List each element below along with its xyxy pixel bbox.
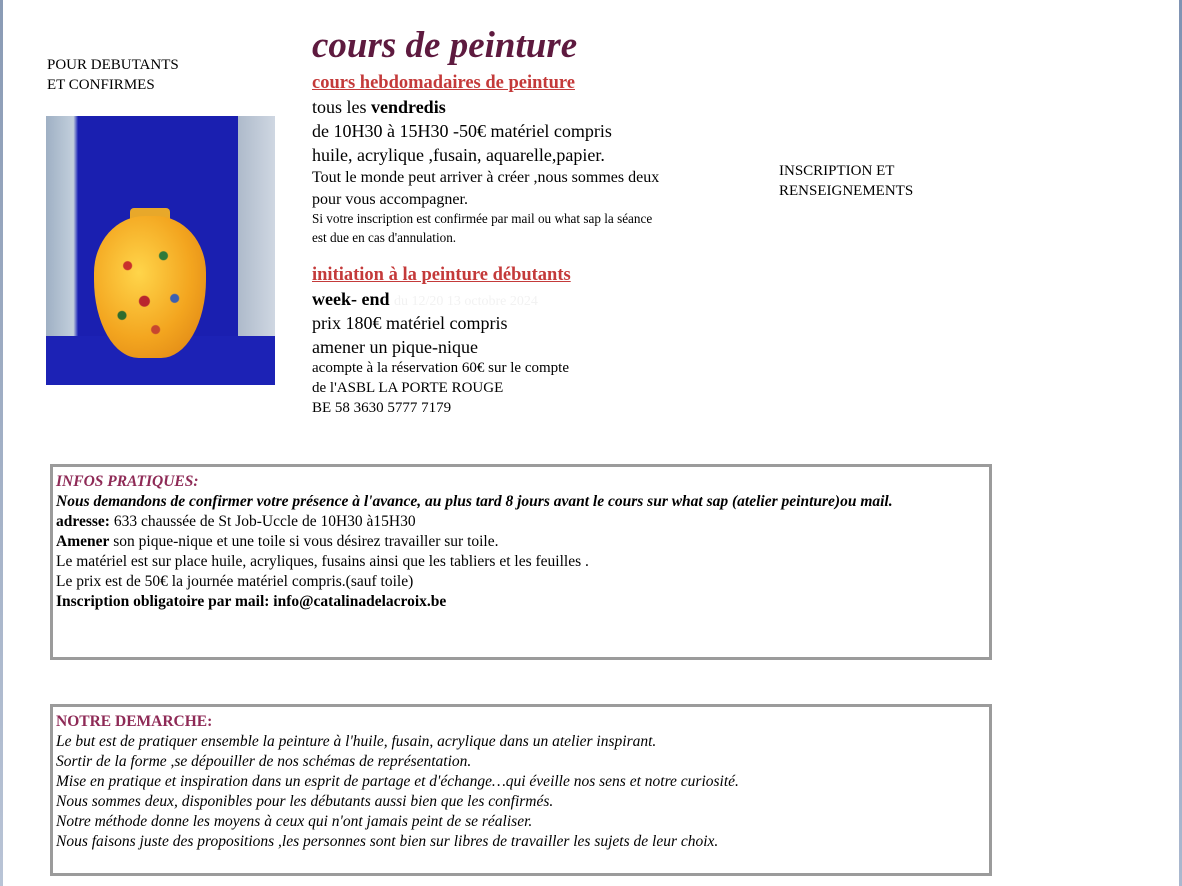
infos-material: Le matériel est sur place huile, acryliques, fusains ainsi que les tabliers et les feuilles .	[56, 553, 589, 570]
weekend-bold: week- end	[312, 289, 390, 309]
page-title: cours de peinture	[312, 25, 578, 66]
infos-address	[56, 512, 989, 532]
demarche-line: Notre méthode donne les moyens à ceux qui n'ont jamais peint de se réaliser.	[56, 813, 533, 830]
initiation-picnic: amener un pique-nique	[312, 337, 478, 357]
weekly-course-link[interactable]: cours hebdomadaires de peinture	[312, 73, 575, 93]
window-left-edge	[0, 0, 3, 886]
vase-photo	[46, 116, 275, 385]
initiation-weekend	[312, 287, 538, 314]
demarche-line: Nous faisons juste des propositions ,les personnes sont bien sur libres de travailler les sujets de leur choix.	[56, 833, 719, 850]
infos-confirm: Nous demandons de confirmer votre présence à l'avance, au plus tard 8 jours avant le cours sur what sap (atelier peinture)ou mail.	[56, 493, 893, 510]
weekly-day-prefix: tous les	[312, 97, 372, 117]
bring-value: son pique-nique et une toile si vous désirez travailler sur toile.	[109, 533, 499, 550]
deposit-line-2: de l'ASBL LA PORTE ROUGE	[312, 380, 504, 396]
address-value: 633 chaussée de St Job-Uccle de 10H30 à15H30	[109, 513, 416, 530]
infos-bring	[56, 532, 989, 552]
address-label: adresse:	[56, 513, 110, 530]
infos-box	[50, 464, 992, 660]
signup-line-2: RENSEIGNEMENTS	[779, 183, 914, 199]
weekly-day-bold: vendredis	[371, 97, 446, 117]
audience-label	[47, 55, 179, 95]
weekly-hours: de 10H30 à 15H30 -50€ matériel compris	[312, 121, 612, 141]
bring-label: Amener	[56, 533, 110, 550]
weekly-note-1: Si votre inscription est confirmée par mail ou what sap la séance	[312, 211, 653, 226]
audience-line-2: ET CONFIRMES	[47, 77, 155, 93]
initiation-price: prix 180€ matériel compris	[312, 313, 508, 333]
weekly-desc-2: pour vous accompagner.	[312, 191, 468, 208]
weekend-faded-dates: du 12/20 13 octobre 2024	[394, 294, 538, 309]
infos-signup: Inscription obligatoire par mail: info@catalinadelacroix.be	[56, 593, 447, 610]
demarche-line: Nous sommes deux, disponibles pour les débutants aussi bien que les confirmés.	[56, 793, 554, 810]
demarche-title: NOTRE DEMARCHE:	[56, 713, 213, 730]
signup-line-1: INSCRIPTION ET	[779, 163, 895, 179]
demarche-line: Mise en pratique et inspiration dans un esprit de partage et d'échange…qui éveille nos sens et notre curiosité.	[56, 773, 739, 790]
demarche-line: Sortir de la forme ,se dépouiller de nos schémas de représentation.	[56, 753, 472, 770]
demarche-line: Le but est de pratiquer ensemble la peinture à l'huile, fusain, acrylique dans un atelier inspirant.	[56, 733, 657, 750]
initiation-link[interactable]: initiation à la peinture débutants	[312, 265, 571, 285]
weekly-desc-1: Tout le monde peut arriver à créer ,nous sommes deux	[312, 169, 660, 186]
weekly-note-2: est due en cas d'annulation.	[312, 230, 457, 245]
weekly-mediums: huile, acrylique ,fusain, aquarelle,papier.	[312, 145, 605, 165]
iban: BE 58 3630 5777 7179	[312, 400, 452, 416]
signup-label	[779, 161, 913, 201]
infos-price: Le prix est de 50€ la journée matériel compris.(sauf toile)	[56, 573, 414, 590]
weekly-day	[312, 95, 446, 119]
demarche-box	[50, 704, 992, 876]
audience-line-1: POUR DEBUTANTS	[47, 57, 179, 73]
infos-title: INFOS PRATIQUES:	[56, 473, 199, 490]
deposit-line-1: acompte à la réservation 60€ sur le compte	[312, 360, 569, 376]
